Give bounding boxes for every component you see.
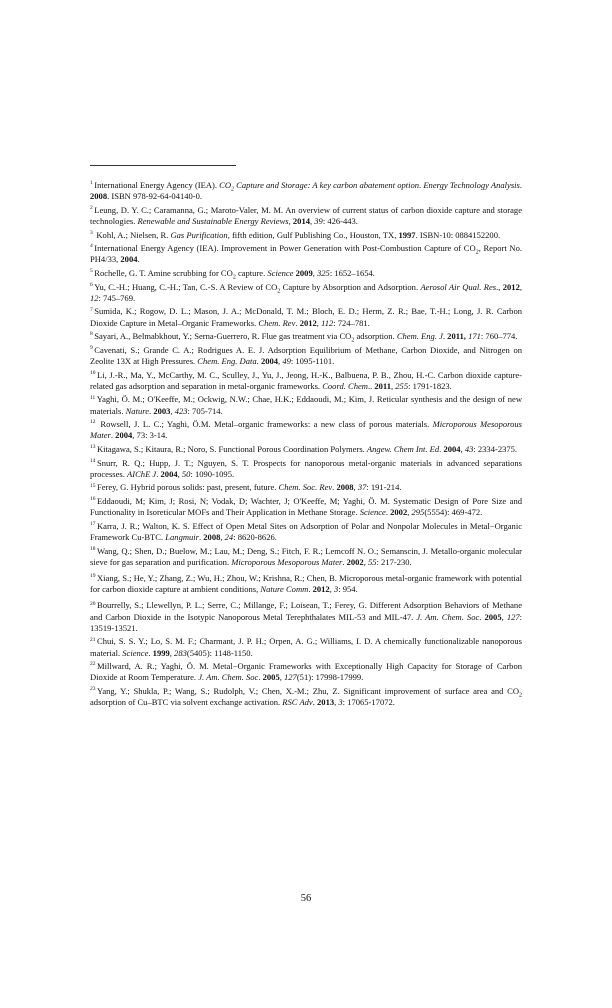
footnote-item (90, 282, 522, 304)
footnote-number: 16 (90, 496, 96, 503)
footnote-text-run: , (170, 405, 175, 416)
footnote-text-run: International Energy Agency (IEA). Improvement in Power Generation with Post-Combustion Capture of CO (94, 243, 476, 254)
footnote-text-run: 423 (174, 405, 188, 416)
footnote-text-run: : 426-443. (322, 216, 358, 226)
footnote-text-run: Yaghi, Ö. M.; O'Keeffe, M.; Ockwig, N.W.; Chae, H.K.; Eddaoudi, M.; Kim, J. Reticular synthesis and the design of new materials. (90, 394, 522, 416)
footnote-text-run: 295 (411, 507, 425, 518)
footnote-text-run: : 724–781. (333, 317, 370, 328)
footnote-text-run: Millward, A. R.; Yaghi, Ö. M. Metal−Organic Frameworks with Exceptionally High Capacity for Storage of Carbon Dioxide at Room Temperature. (90, 661, 522, 683)
footnote-text-run: Kohl, A.; Nielsen, R. (94, 229, 171, 240)
footnote-text-run: : 954. (338, 584, 358, 595)
footnote-text-run: . (137, 254, 140, 265)
footnote-text-run: 2004 (443, 443, 461, 454)
footnote-text-run: 2012 (299, 317, 317, 328)
footnote-number: 18 (90, 545, 96, 552)
footnote-text-run: , (312, 267, 317, 278)
footnote-text-run: . (479, 611, 485, 622)
footnote-number: 20 (90, 600, 96, 607)
footnote-text-run: 2005 (262, 672, 280, 683)
footnote-text-run: : 1652–1654. (329, 267, 375, 278)
footnote-text-run: , (460, 443, 465, 454)
footnote-text-run: Chem. Eng. Data (197, 355, 257, 366)
footnote-text-run: 2008 (90, 191, 108, 202)
footnote-text-run: 2009 (295, 267, 313, 278)
footnote-text-run: 255 (395, 380, 409, 391)
footnote-text-run: (5554): 469-472. (424, 507, 483, 518)
footnote-text-run: (5405): 1148-1150. (186, 647, 253, 658)
footnote-text-run: . (256, 355, 261, 366)
footnote-text-run: , (309, 216, 315, 226)
footnote-number: 7 (90, 306, 93, 313)
footnote-text-run: 24 (224, 531, 234, 542)
footnote-text-run: 1999 (152, 647, 170, 658)
footnote-item (90, 331, 522, 342)
footnote-text-run: 2 (475, 249, 479, 256)
footnote-text-run: : 1791-1823. (408, 380, 452, 391)
footnote-text-run: capture. (235, 267, 268, 278)
footnote-text-run: Nature (125, 405, 150, 416)
footnote-text-run: : 191-214. (366, 482, 402, 493)
footnote-text-run: , (169, 647, 175, 658)
footnote-text-run: : 1090-1095. (190, 468, 235, 479)
footnote-text-run: 43 (464, 443, 474, 454)
footnote-item (90, 458, 522, 480)
footnote-item (90, 394, 522, 416)
footnote-item (90, 661, 522, 683)
footnote-text-run: 2004 (115, 430, 133, 441)
footnote-text-run: Karra, J. R.; Walton, K. S. Effect of Open Metal Sites on Adsorption of Polar and Nonpolar Molecules in Metal−Organic Framework Cu-BTC. (90, 520, 522, 542)
footnote-text-run: 3 (338, 697, 343, 708)
footnote-text-run: Yu, C.-H.; Huang, C.-H.; Tan, C.-S. A Review of CO (94, 281, 278, 292)
footnote-text-run: , Report No. PH4/33, (90, 243, 522, 265)
footnote-text-run: adsorption of Cu–BTC via solvent exchange activation. (90, 697, 283, 708)
footnote-text-run: . (332, 482, 337, 493)
footnote-text-run: 171 (468, 331, 481, 342)
footnote-text-run: 2012 (502, 281, 520, 292)
footnote-text-run: Science (359, 507, 386, 518)
footnote-item (90, 180, 522, 202)
footnote-text-run: Chem. Eng. J (396, 331, 443, 342)
footnote-text-run: 1997 (398, 229, 416, 240)
footnote-text-run: Rowsell, J. L. C.; Yaghi, Ö.M. Metal–organic frameworks: a new class of porous materials. (97, 419, 433, 430)
footnote-text-run: Chem. Soc. Rev (278, 482, 333, 493)
footnote-text-run: adsorption. (354, 331, 397, 342)
footnote-text-run: Wang, Q.; Shen, D.; Buelow, M.; Lau, M.; Deng, S.; Fitch, F. R.; Lemcoff N. O.; Semanscin, J. Metallo-organic molecular sieve for gas separation and purification. (90, 545, 522, 567)
footnote-item (90, 370, 522, 392)
footnote-text-run: . (312, 697, 318, 708)
footnote-text-run: . (419, 180, 424, 190)
footnote-text-run: 2011, (447, 331, 466, 342)
footnote-text-run: Kitagawa, S.; Kitaura, R.; Noro, S. Functional Porous Coordination Polymers. (97, 443, 367, 454)
footnote-item (90, 419, 522, 441)
footnote-number: 17 (90, 520, 96, 527)
footnote-number: 10 (90, 369, 96, 376)
footnote-text-run: 2014 (292, 216, 310, 226)
footnote-text-run: Leung, D. Y. C.; Caramanna, G.; Maroto-Valer, M. M. An overview of current status of carbon dioxide capture and storage technologies. (90, 204, 522, 226)
footnote-text-run: : 217-230. (376, 556, 412, 567)
footnote-number: 8 (90, 331, 93, 338)
footnote-text-run: Eddaoudi, M; Kim, J; Rosi, N; Vodak, D; Wachter, J; O'Keeffe, M; Yaghi, Ö. M. Systematic Design of Pore Size and Functionality in Isoreticular MOFs and Their Application in Methane Storage. (90, 495, 522, 518)
footnote-text-run: Chem. Rev (258, 317, 296, 328)
footnote-number: 4 (90, 243, 93, 250)
footnote-text-run: 2 (232, 274, 236, 281)
footnote-text-run: 50 (181, 468, 191, 479)
footnote-item (90, 686, 522, 708)
footnote-text-run: J. Am. Chem. Soc (416, 611, 480, 622)
footnote-text-run: , (288, 216, 293, 226)
footnote-text-run: 2008 (203, 531, 221, 542)
footnote-item (90, 546, 522, 568)
footnote-item (90, 268, 522, 279)
footnote-number: 23 (90, 686, 96, 693)
footnote-list (90, 180, 522, 711)
footnote-text-run: . (308, 584, 313, 595)
footnote-number: 15 (90, 482, 96, 489)
footnote-number: 19 (90, 573, 96, 580)
footnote-text-run: 55 (367, 556, 377, 567)
footnote-text-run: 2008 (336, 482, 354, 493)
footnote-separator (90, 165, 236, 166)
footnote-item (90, 345, 522, 367)
footnote-text-run: 2005 (484, 611, 502, 622)
footnote-text-run: ., (496, 281, 503, 292)
footnote-text-run: : 760–774. (480, 331, 518, 342)
footnote-text-run: , (363, 556, 368, 567)
footnote-item (90, 600, 522, 634)
footnote-text-run: : 705-714. (187, 405, 223, 416)
footnote-text-run: Ferey, G. Hybrid porous solids: past, present, future. (97, 482, 279, 493)
footnote-text-run: 3 (333, 584, 339, 595)
footnote-item (90, 496, 522, 518)
footnote-text-run: Microporous Mesoporous Mater (90, 419, 522, 441)
footnote-number: 21 (90, 636, 96, 643)
footnote-item (90, 636, 522, 658)
footnote-item (90, 573, 522, 595)
footnote-item (90, 482, 522, 493)
footnote-text-run: . (156, 468, 161, 479)
footnote-item (90, 230, 522, 241)
footnote-text-run: : 2334-2375. (473, 443, 518, 454)
footnote-number: 14 (90, 457, 96, 464)
footnote-text-run: . (148, 647, 153, 658)
footnote-text-run: , 73: 3-14. (132, 430, 168, 441)
footnote-text-run: 2004 (160, 468, 178, 479)
footnote-text-run: 2004 (120, 254, 138, 265)
footnote-text-run: Capture by Absorption and Adsorption. (280, 281, 421, 292)
footnote-text-run: 2 (277, 288, 281, 295)
footnote-text-run: . (149, 405, 154, 416)
footnote-text-run: Sayari, A., Belmabkhout, Y.; Serna-Guerrero, R. Flue gas treatment via CO (94, 331, 352, 342)
footnote-text-run: Gas Purification (170, 229, 228, 240)
footnote-text-run: . (199, 531, 204, 542)
footnote-text-run: RSC Adv (282, 697, 313, 708)
footnote-number: 3 (90, 229, 93, 236)
footnote-text-run: Science (267, 267, 294, 278)
footnote-text-run: , (519, 281, 522, 292)
footnote-text-run: . (110, 430, 116, 441)
footnote-number: 5 (90, 268, 93, 275)
footnote-text-run: Microporous Mesoporous Mater (231, 556, 343, 567)
footnote-text-run: , (407, 507, 412, 518)
footnote-text-run: , (391, 380, 396, 391)
footnote-text-run: . (295, 317, 300, 328)
footnote-text-run: 2003 (153, 405, 171, 416)
footnote-text-run: 2002 (390, 507, 408, 518)
footnote-text-run: Nature Comm (260, 584, 309, 595)
page-number: 56 (300, 893, 312, 904)
footnote-text-run: 2 (351, 337, 355, 344)
footnote-text-run: Chui, S. S. Y.; Lo, S. M. F.; Charmant, J. P. H.; Orpen, A. G.; Williams, I. D. A chemically functionalizable nanoporous material. (90, 636, 522, 658)
footnote-text-run: 2 (519, 692, 522, 699)
footnote-number: 11 (90, 394, 96, 401)
footnote-text-run: AIChE J (127, 468, 157, 479)
footnote-text-run: Rochelle, G. T. Amine scrubbing for CO (94, 267, 233, 278)
footnote-number: 1 (90, 180, 93, 187)
footnote-text-run: . (342, 556, 347, 567)
footnote-item (90, 521, 522, 543)
footnote-text-run: Xiang, S.; He, Y.; Zhang, Z.; Wu, H.; Zhou, W.; Krishna, R.; Chen, B. Microporous metal-organic framework with potential for carbon dioxide capture at ambient conditions, (90, 572, 522, 595)
footnote-text-run: Capture and Storage: A key carbon abatement option (234, 180, 420, 190)
footnote-text-run: 2013 (317, 697, 335, 708)
footnote-text-run: 37 (357, 482, 367, 493)
footnote-text-run: 127 (506, 611, 520, 622)
footnote-item (90, 243, 522, 265)
footnote-number: 6 (90, 281, 93, 288)
footnote-text-run: , fifth edition, Gulf Publishing Co., Houston, TX, (227, 229, 399, 240)
footnote-text-run: . ISBN 978-92-64-04140-0. (107, 191, 203, 202)
footnote-text-run: : 17065-17072. (342, 697, 395, 708)
footnote-text-run: 2 (231, 186, 235, 193)
footnote-text-run: J. Am. Chem. Soc (198, 672, 259, 683)
footnote-text-run: , (501, 611, 507, 622)
footnote-text-run: , (316, 317, 322, 328)
footnote-text-run: (51): 17998-17999. (296, 672, 364, 683)
footnote-text-run: : 8620-8626. (233, 531, 277, 542)
footnote-text-run: Yang, Y.; Shukla, P.; Wang, S.; Rudolph, V.; Chen, X.-M.; Zhu, Z. Significant improvement of surface area and CO (97, 685, 519, 696)
footnote-text-run: Bourrelly, S.; Llewellyn, P. L.; Serre, C.; Millange, F.; Loisean, T.; Ferey, G. Different Adsorption Behaviors of Methane and Carbon Dioxide in the Isotypic Nanoporous Metal Terephthalates MIL-53 and MIL-47. (90, 600, 522, 622)
footnote-text-run: : 13519-13521. (90, 611, 523, 633)
footnote-item (90, 306, 522, 328)
footnote-text-run: Energy Technology Analysis (423, 180, 520, 190)
footnote-item (90, 444, 522, 455)
footnote-text-run: , (279, 672, 284, 683)
footnote-text-run: Aerosol Air Qual. Res (420, 281, 497, 292)
footnote-text-run: . (385, 507, 391, 518)
footnote-text-run: Langmuir (165, 531, 199, 542)
footnote-text-run: . (519, 180, 523, 190)
footnote-text-run: Snurr, R. Q.; Hupp, J. T.; Nguyen, S. T. Prospects for nanoporous metal-organic materials in advanced separations processes. (90, 457, 522, 479)
footnote-text-run: . (258, 672, 263, 683)
footnote-text-run: . ISBN-10: 0884152200. (415, 229, 501, 240)
footnote-text-run: 2011 (374, 380, 391, 391)
footnote-number: 2 (90, 204, 93, 211)
footnote-text-run: Renewable and Sustainable Energy Reviews (137, 216, 289, 226)
footnote-text-run: 127 (284, 672, 297, 683)
footnote-text-run: .. (367, 380, 375, 391)
footnote-text-run: Li, J.-R., Ma, Y., McCarthy, M. C., Sculley, J., Yu, J., Jeong, H.-K., Balbuena, P. B., Zhou, H.-C. Carbon dioxide capture-related gas adsorption and separation in metal-organic frameworks. (90, 369, 522, 391)
footnote-number: 22 (90, 661, 96, 668)
footnote-text-run: 325 (317, 267, 330, 278)
footnote-number: 9 (90, 344, 93, 351)
footnote-text-run: , (177, 468, 182, 479)
footnote-text-run: 12 (90, 292, 99, 303)
footnote-text-run: , (329, 584, 334, 595)
footnote-text-run: Coord. Chem (322, 380, 368, 391)
footnote-text-run: . (439, 443, 444, 454)
footnote-text-run: : 745–769. (98, 292, 136, 303)
footnote-text-run: Sumida, K.; Rogow, D. L.; Mason, J. A.; McDonald, T. M.; Bloch, E. D.; Herm, Z. R.; Bae, T.-H.; Long, J. R. Carbon Dioxide Capture in Metal–Organic Frameworks. (90, 306, 522, 328)
footnote-text-run: . (442, 331, 448, 342)
footnote-text-run: : 1095-1101. (290, 355, 335, 366)
footnote-item (90, 205, 522, 227)
footnote-text-run: , (278, 355, 283, 366)
footnote-text-run: 49 (282, 355, 291, 366)
footnote-text-run: Angew. Chem Int. Ed (366, 443, 440, 454)
footnote-text-run: Science (122, 647, 149, 658)
footnote-text-run: 2002 (346, 556, 364, 567)
footnote-text-run: CO (219, 180, 232, 190)
footnote-text-run: , (334, 697, 339, 708)
footnote-text-run: 283 (174, 647, 187, 658)
footnote-text-run: , (353, 482, 358, 493)
footnote-text-run: 2004 (260, 355, 279, 366)
footnote-text-run: Cavenati, S.; Grande C. A.; Rodrigues A. E. J. Adsorption Equilibrium of Methane, Carbon Dioxide, and Nitrogen on Zeolite 13X at High Pressures. (90, 344, 522, 366)
footnote-number: 12 (90, 419, 96, 426)
footnote-text-run: 112 (321, 317, 334, 328)
footnote-text-run: 2012 (312, 584, 330, 595)
footnote-text-run: , (220, 531, 225, 542)
footnote-number: 13 (90, 444, 96, 451)
footnote-text-run: 39 (314, 216, 323, 226)
footnote-text-run: International Energy Agency (IEA). (94, 180, 220, 190)
